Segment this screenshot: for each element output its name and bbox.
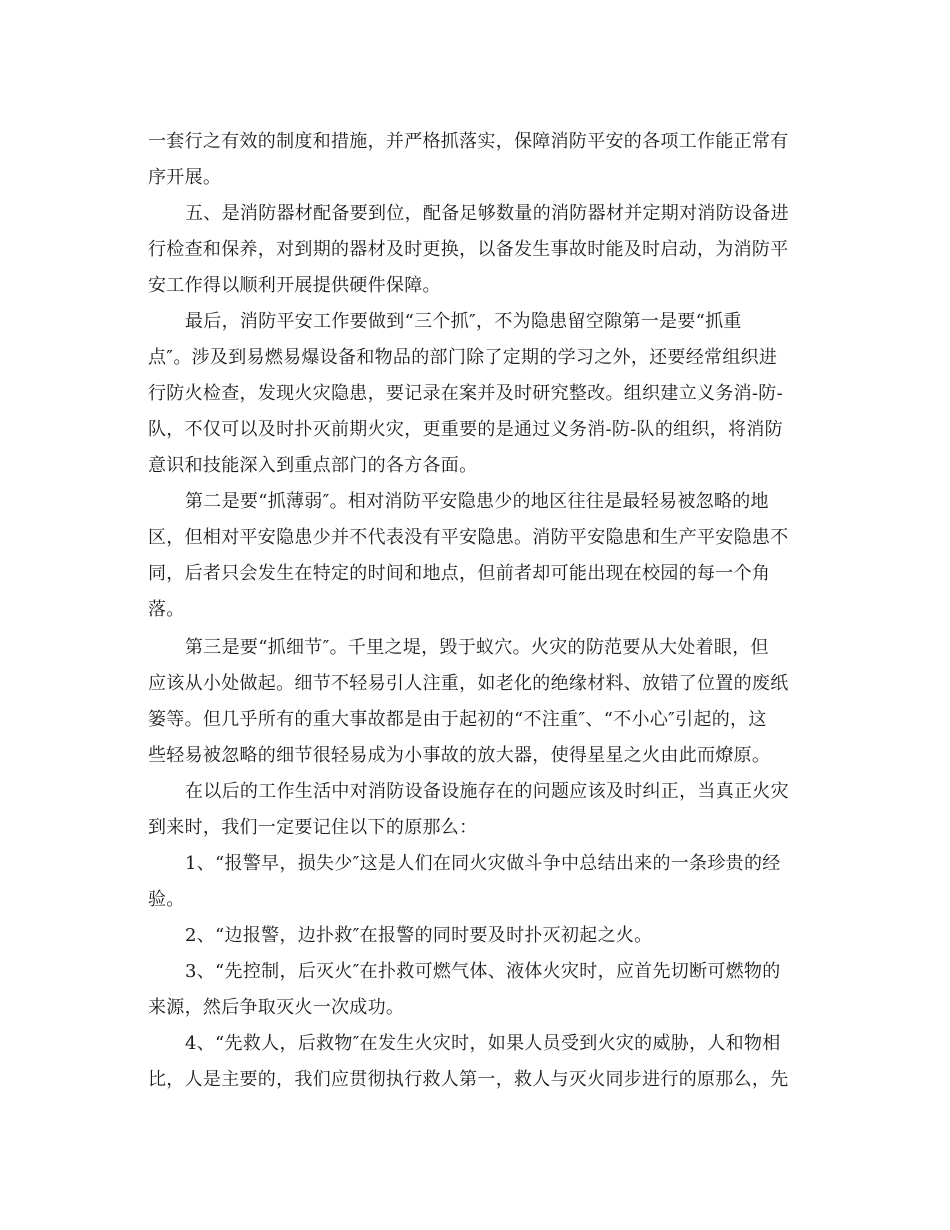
text-line: 篓等。但几乎所有的重大事故都是由于起初的“不注重″、“不小心″引起的，这 bbox=[148, 709, 767, 730]
text-line: 在以后的工作生活中对消防设备设施存在的问题应该及时纠正，当真正火灾 bbox=[185, 781, 789, 802]
text-line: 同，后者只会发生在特定的时间和地点，但前者却可能出现在校园的每一个角 bbox=[148, 563, 771, 584]
text-line: 安工作得以顺利开展提供硬件保障。 bbox=[148, 275, 441, 296]
text-line: 最后，消防平安工作要做到“三个抓″，不为隐患留空隙第一是要“抓重 bbox=[185, 311, 742, 332]
text-line: 应该从小处做起。细节不轻易引人注重，如老化的绝缘材料、放错了位置的废纸 bbox=[148, 673, 789, 694]
text-line: 比，人是主要的，我们应贯彻执行救人第一，救人与灭火同步进行的原那么，先 bbox=[148, 1069, 789, 1090]
text-line: 行防火检查，发现火灾隐患，要记录在案并及时研究整改。组织建立义务消-防- bbox=[148, 383, 783, 404]
text-line: 队，不仅可以及时扑灭前期火灾，更重要的是通过义务消-防-队的组织，将消防 bbox=[148, 419, 783, 440]
text-line: 区，但相对平安隐患少并不代表没有平安隐患。消防平安隐患和生产平安隐患不 bbox=[148, 527, 789, 548]
text-line: 五、是消防器材配备要到位，配备足够数量的消防器材并定期对消防设备进 bbox=[185, 203, 789, 224]
text-line: 落。 bbox=[148, 599, 185, 620]
text-line: 2、“边报警，边扑救″在报警的同时要及时扑灭初起之火。 bbox=[185, 925, 653, 946]
text-line: 4、“先救人，后救物″在发生火灾时，如果人员受到火灾的威胁，人和物相 bbox=[185, 1033, 781, 1054]
text-line: 序开展。 bbox=[148, 167, 222, 188]
text-line: 意识和技能深入到重点部门的各方各面。 bbox=[148, 455, 478, 476]
text-line: 1、“报警早，损失少″这是人们在同火灾做斗争中总结出来的一条珍贵的经 bbox=[185, 853, 781, 874]
text-line: 来源，然后争取灭火一次成功。 bbox=[148, 997, 405, 1018]
text-line: 些轻易被忽略的细节很轻易成为小事故的放大器，使得星星之火由此而燎原。 bbox=[148, 745, 771, 766]
text-line: 3、“先控制，后灭火″在扑救可燃气体、液体火灾时，应首先切断可燃物的 bbox=[185, 961, 781, 982]
text-line: 验。 bbox=[148, 889, 185, 910]
text-line: 第二是要“抓薄弱″。相对消防平安隐患少的地区往往是最轻易被忽略的地 bbox=[185, 491, 769, 512]
text-line: 行检查和保养，对到期的器材及时更换，以备发生事故时能及时启动，为消防平 bbox=[148, 239, 789, 260]
text-line: 一套行之有效的制度和措施，并严格抓落实，保障消防平安的各项工作能正常有 bbox=[148, 131, 789, 152]
text-line: 点″。涉及到易燃易爆设备和物品的部门除了定期的学习之外，还要经常组织进 bbox=[148, 347, 778, 368]
text-line: 到来时，我们一定要记住以下的原那么： bbox=[148, 817, 478, 838]
text-line: 第三是要“抓细节″。千里之堤，毁于蚁穴。火灾的防范要从大处着眼，但 bbox=[185, 637, 769, 658]
